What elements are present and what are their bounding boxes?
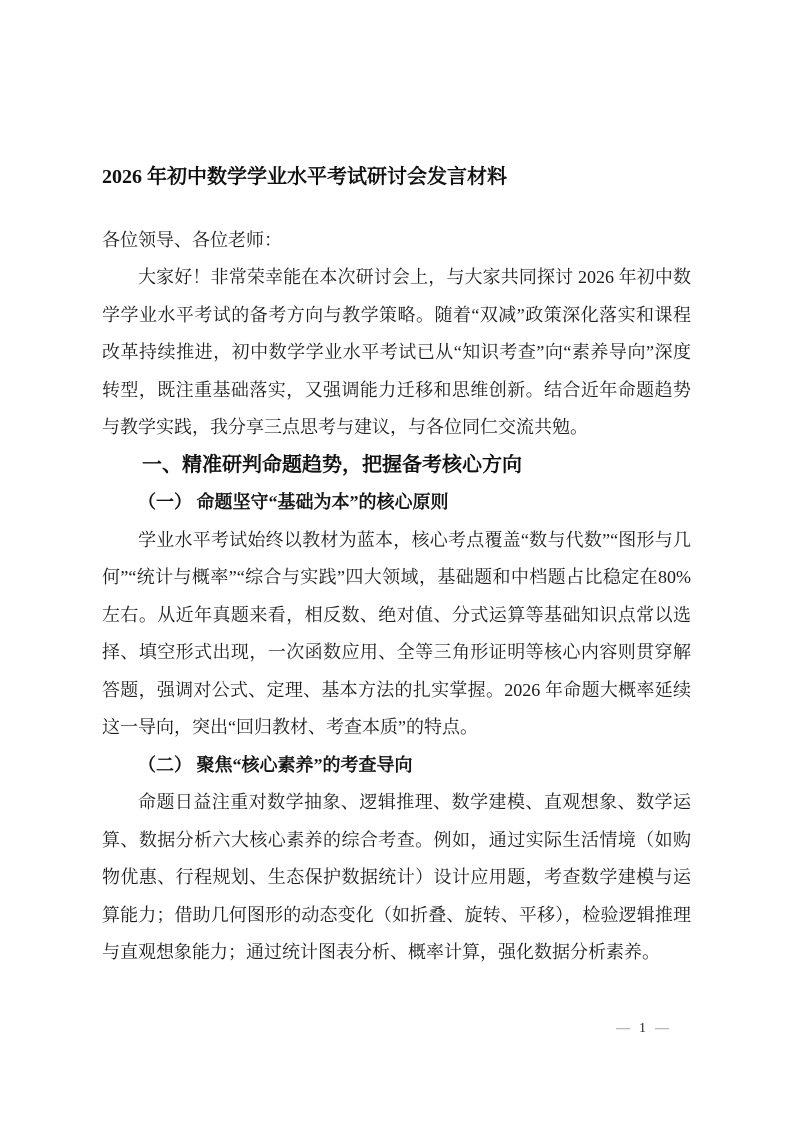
section-1-subsection-2-paragraph: 命题日益注重对数学抽象、逻辑推理、数学建模、直观想象、数学运算、数据分析六大核心素养的综合考查。例如，通过实际生活情境（如购物优惠、行程规划、生态保护数据统计）设计应用题，考查数学建模与运算能力；借助几何图形的动态变化（如折叠、旋转、平移），检验逻辑推理与直观想象能力；通过统计图表分析、概率计算，强化数据分析素养。	[102, 792, 691, 962]
footer-dash-left: —	[616, 1021, 630, 1036]
document-title: 2026 年初中数学学业水平考试研讨会发言材料	[102, 166, 507, 188]
section-1-subsection-1-heading: （一） 命题坚守“基础为本”的核心原则	[138, 492, 449, 512]
document-content	[102, 159, 691, 972]
section-1-subsection-1-paragraph: 学业水平考试始终以教材为蓝本，核心考点覆盖“数与代数”“图形与几何”“统计与概率”“综合与实践”四大领域，基础题和中档题占比稳定在80%左右。从近年真题来看，相反数、绝对值、分式运算等基础知识点常以选择、填空形式出现，一次函数应用、全等三角形证明等核心内容则贯穿解答题，强调对公式、定理、基本方法的扎实掌握。2026 年命题大概率延续这一导向，突出“回归教材、考查本质”的特点。	[102, 529, 691, 737]
page-number: 1	[639, 1021, 646, 1036]
footer-dash-right: —	[655, 1021, 669, 1036]
page-footer	[602, 1002, 669, 1056]
intro-paragraph: 大家好！非常荣幸能在本次研讨会上，与大家共同探讨 2026 年初中数学学业水平考试的备考方向与教学策略。随着“双减”政策深化落实和课程改革持续推进，初中数学学业水平考试已从“知识考查”向“素养导向”深度转型，既注重基础落实，又强调能力迁移和思维创新。结合近年命题趋势与教学实践，我分享三点思考与建议，与各位同仁交流共勉。	[102, 267, 691, 437]
section-1-heading: 一、精准研判命题趋势，把握备考核心方向	[142, 453, 522, 476]
section-1-subsection-2-heading: （二） 聚焦“核心素养”的考查导向	[138, 754, 413, 775]
salutation-line: 各位领导、各位老师：	[102, 229, 282, 250]
